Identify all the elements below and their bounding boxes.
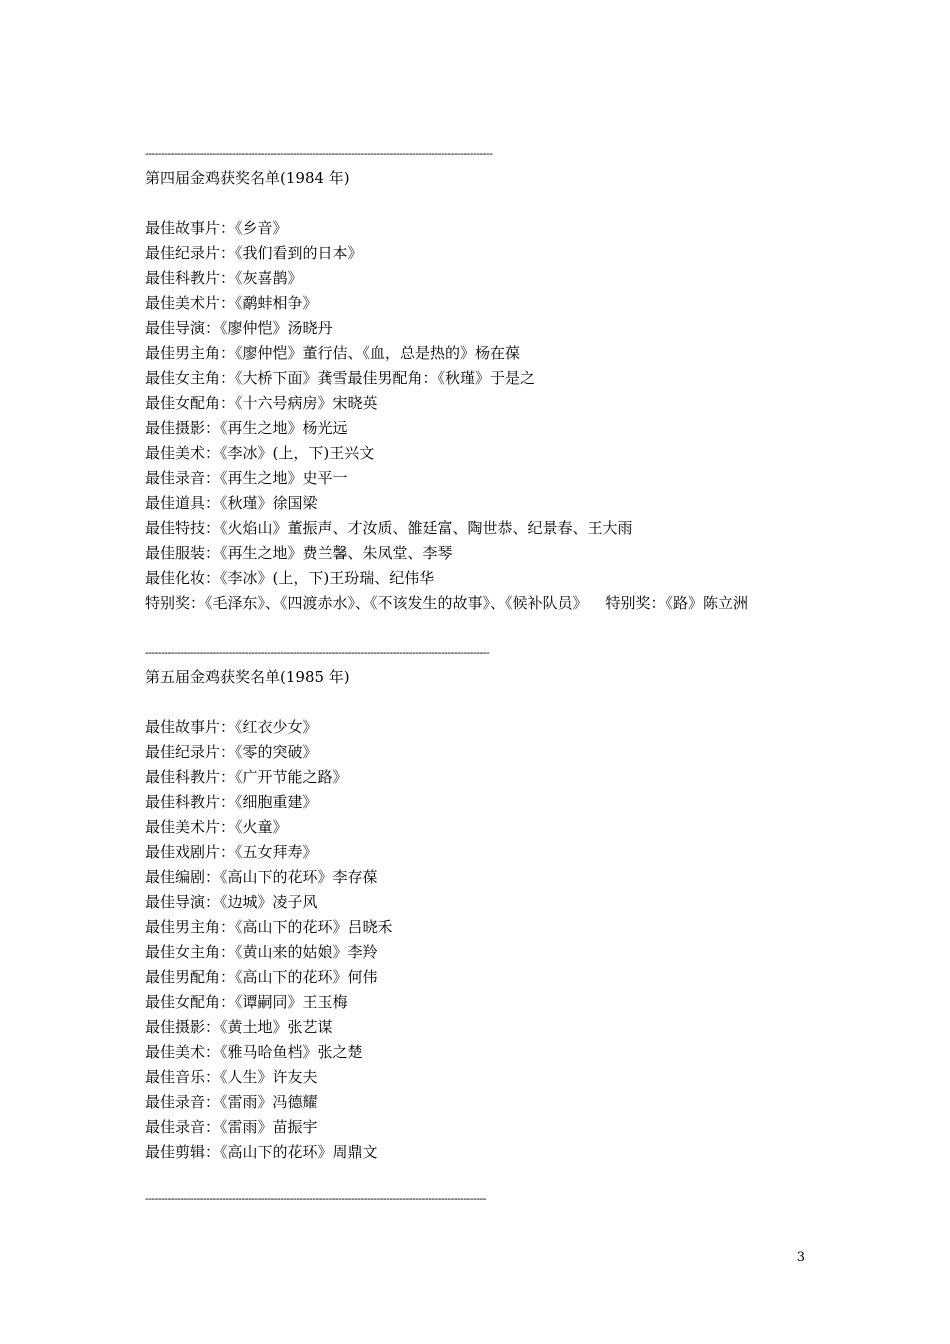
award-line: 最佳摄影：《再生之地》杨光远	[145, 419, 348, 437]
page-number: 3	[796, 1250, 805, 1265]
award-line: 最佳美术片：《鹬蚌相争》	[145, 294, 318, 312]
award-line: 最佳女主角：《黄山来的姑娘》李羚	[145, 943, 378, 961]
award-line: 最佳戏剧片：《五女拜寿》	[145, 843, 318, 861]
award-line: 最佳剪辑：《高山下的花环》周鼎文	[145, 1143, 378, 1161]
award-line: 最佳科教片：《广开节能之路》	[145, 768, 348, 786]
special-award-line	[145, 591, 748, 616]
award-line: 最佳特技：《火焰山》董振声、才汝质、雒廷富、陶世恭、纪景春、王大雨	[145, 519, 633, 537]
section-separator: -----------------------------------------------------------------------------------------------------------	[145, 646, 490, 659]
award-line: 最佳纪录片：《我们看到的日本》	[145, 244, 363, 262]
award-line: 最佳故事片：《乡音》	[145, 219, 288, 237]
award-line: 最佳女主角：《大桥下面》龚雪最佳男配角：《秋瑾》于是之	[145, 369, 536, 387]
award-line: 最佳女配角：《十六号病房》宋晓英	[145, 394, 378, 412]
award-line: 最佳女配角：《谭嗣同》王玉梅	[145, 993, 348, 1011]
award-line: 最佳美术片：《火童》	[145, 818, 288, 836]
award-line: 最佳导演：《廖仲恺》汤晓丹	[145, 319, 333, 337]
award-line: 最佳录音：《雷雨》冯德耀	[145, 1093, 318, 1111]
award-line: 最佳录音：《再生之地》史平一	[145, 469, 348, 487]
special-award-2: 特别奖：《路》陈立洲	[605, 594, 749, 612]
award-line: 最佳化妆：《李冰》(上，下)王玢瑞、纪伟华	[145, 569, 435, 587]
award-line: 最佳科教片：《细胞重建》	[145, 793, 318, 811]
award-line: 最佳服装：《再生之地》费兰馨、朱凤堂、李琴	[145, 544, 453, 562]
section-separator: ------------------------------------------------------------------------------------------------------------	[145, 147, 493, 160]
end-separator: ----------------------------------------------------------------------------------------------------------	[145, 1192, 486, 1205]
award-line: 最佳编剧：《高山下的花环》李存葆	[145, 868, 378, 886]
award-line: 最佳道具：《秋瑾》徐国梁	[145, 494, 318, 512]
award-line: 最佳美术：《雅马哈鱼档》张之楚	[145, 1043, 363, 1061]
award-line: 最佳录音：《雷雨》苗振宇	[145, 1118, 318, 1136]
award-line: 最佳科教片：《灰喜鹊》	[145, 269, 303, 287]
award-line: 最佳故事片：《红衣少女》	[145, 718, 318, 736]
award-line: 最佳美术：《李冰》(上，下)王兴文	[145, 444, 375, 462]
award-line: 最佳男主角：《廖仲恺》董行佶、《血，总是热的》杨在葆	[145, 344, 521, 362]
section-title: 第五届金鸡获奖名单(1985 年)	[145, 668, 350, 686]
award-line: 最佳男配角：《高山下的花环》何伟	[145, 968, 378, 986]
award-line: 最佳男主角：《高山下的花环》吕晓禾	[145, 918, 393, 936]
special-award-1: 特别奖：《毛泽东》、《四渡赤水》、《不该发生的故事》、《候补队员》	[145, 594, 588, 612]
award-line: 最佳导演：《边城》凌子风	[145, 893, 318, 911]
section-title: 第四届金鸡获奖名单(1984 年)	[145, 169, 350, 187]
award-line: 最佳摄影：《黄土地》张艺谋	[145, 1018, 333, 1036]
award-line: 最佳纪录片：《零的突破》	[145, 743, 318, 761]
award-line: 最佳音乐：《人生》许友夫	[145, 1068, 318, 1086]
